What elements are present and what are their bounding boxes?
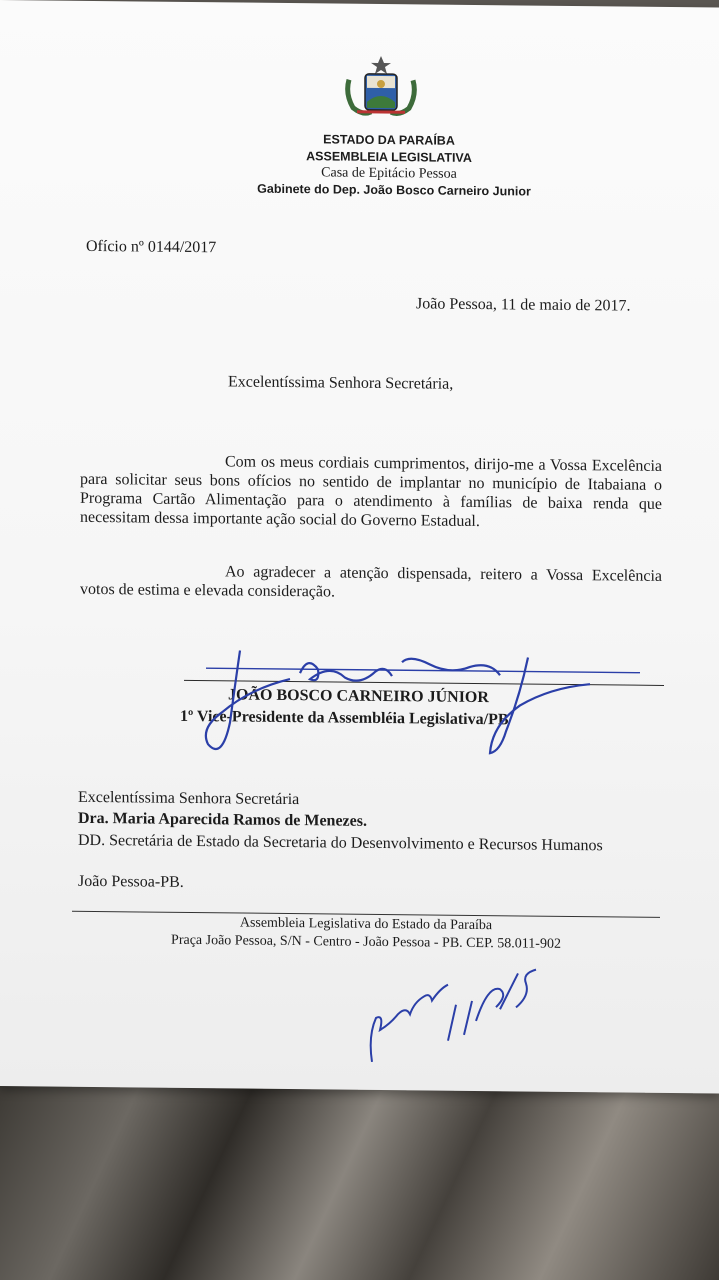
header-state: ESTADO DA PARAÍBA xyxy=(323,132,455,148)
handwritten-signature xyxy=(170,632,690,777)
paragraph-1-text: Com os meus cordiais cumprimentos, dirijo-me a Vossa Excelência para solicitar seus bons ofícios no sentido de implantar no município de Itabaiana o Programa Cartão Alimentação para o atendimento à famílias de baixa renda que necessitam dessa importante ação social do Governo Estadual. xyxy=(80,453,662,531)
header-assembly: ASSEMBLEIA LEGISLATIVA xyxy=(306,149,472,165)
place-date: João Pessoa, 11 de maio de 2017. xyxy=(416,295,631,315)
paragraph-2-text: Ao agradecer a atenção dispensada, reitero a Vossa Excelência votos de estima e elevada consideração. xyxy=(80,563,662,601)
letter-number: Ofício nº 0144/2017 xyxy=(86,237,217,257)
signatory-role: 1º Vice-Presidente da Assembléia Legislativa/PB xyxy=(180,707,509,729)
signatory-name: JOÃO BOSCO CARNEIRO JÚNIOR xyxy=(228,686,489,707)
recipient-city: João Pessoa-PB. xyxy=(78,872,184,891)
recipient-greeting: Excelentíssima Senhora Secretária xyxy=(78,788,300,809)
coat-of-arms-icon xyxy=(343,54,419,119)
handwritten-received-note xyxy=(350,944,540,1076)
header-office: Gabinete do Dep. João Bosco Carneiro Junior xyxy=(257,181,531,199)
recipient-title: DD. Secretária de Estado da Secretaria do Desenvolvimento e Recursos Humanos xyxy=(78,831,603,855)
desk-background xyxy=(0,1070,719,1280)
paragraph-1 xyxy=(80,451,662,533)
footer-institution: Assembleia Legislativa do Estado da Paraíba xyxy=(239,915,493,934)
salutation: Excelentíssima Senhora Secretária, xyxy=(228,373,454,393)
header-house: Casa de Epitácio Pessoa xyxy=(321,165,457,182)
recipient-name: Dra. Maria Aparecida Ramos de Menezes. xyxy=(78,809,367,830)
paragraph-2 xyxy=(80,561,662,605)
footer-address: Praça João Pessoa, S/N - Centro - João Pessoa - PB. CEP. 58.011-902 xyxy=(171,932,561,952)
